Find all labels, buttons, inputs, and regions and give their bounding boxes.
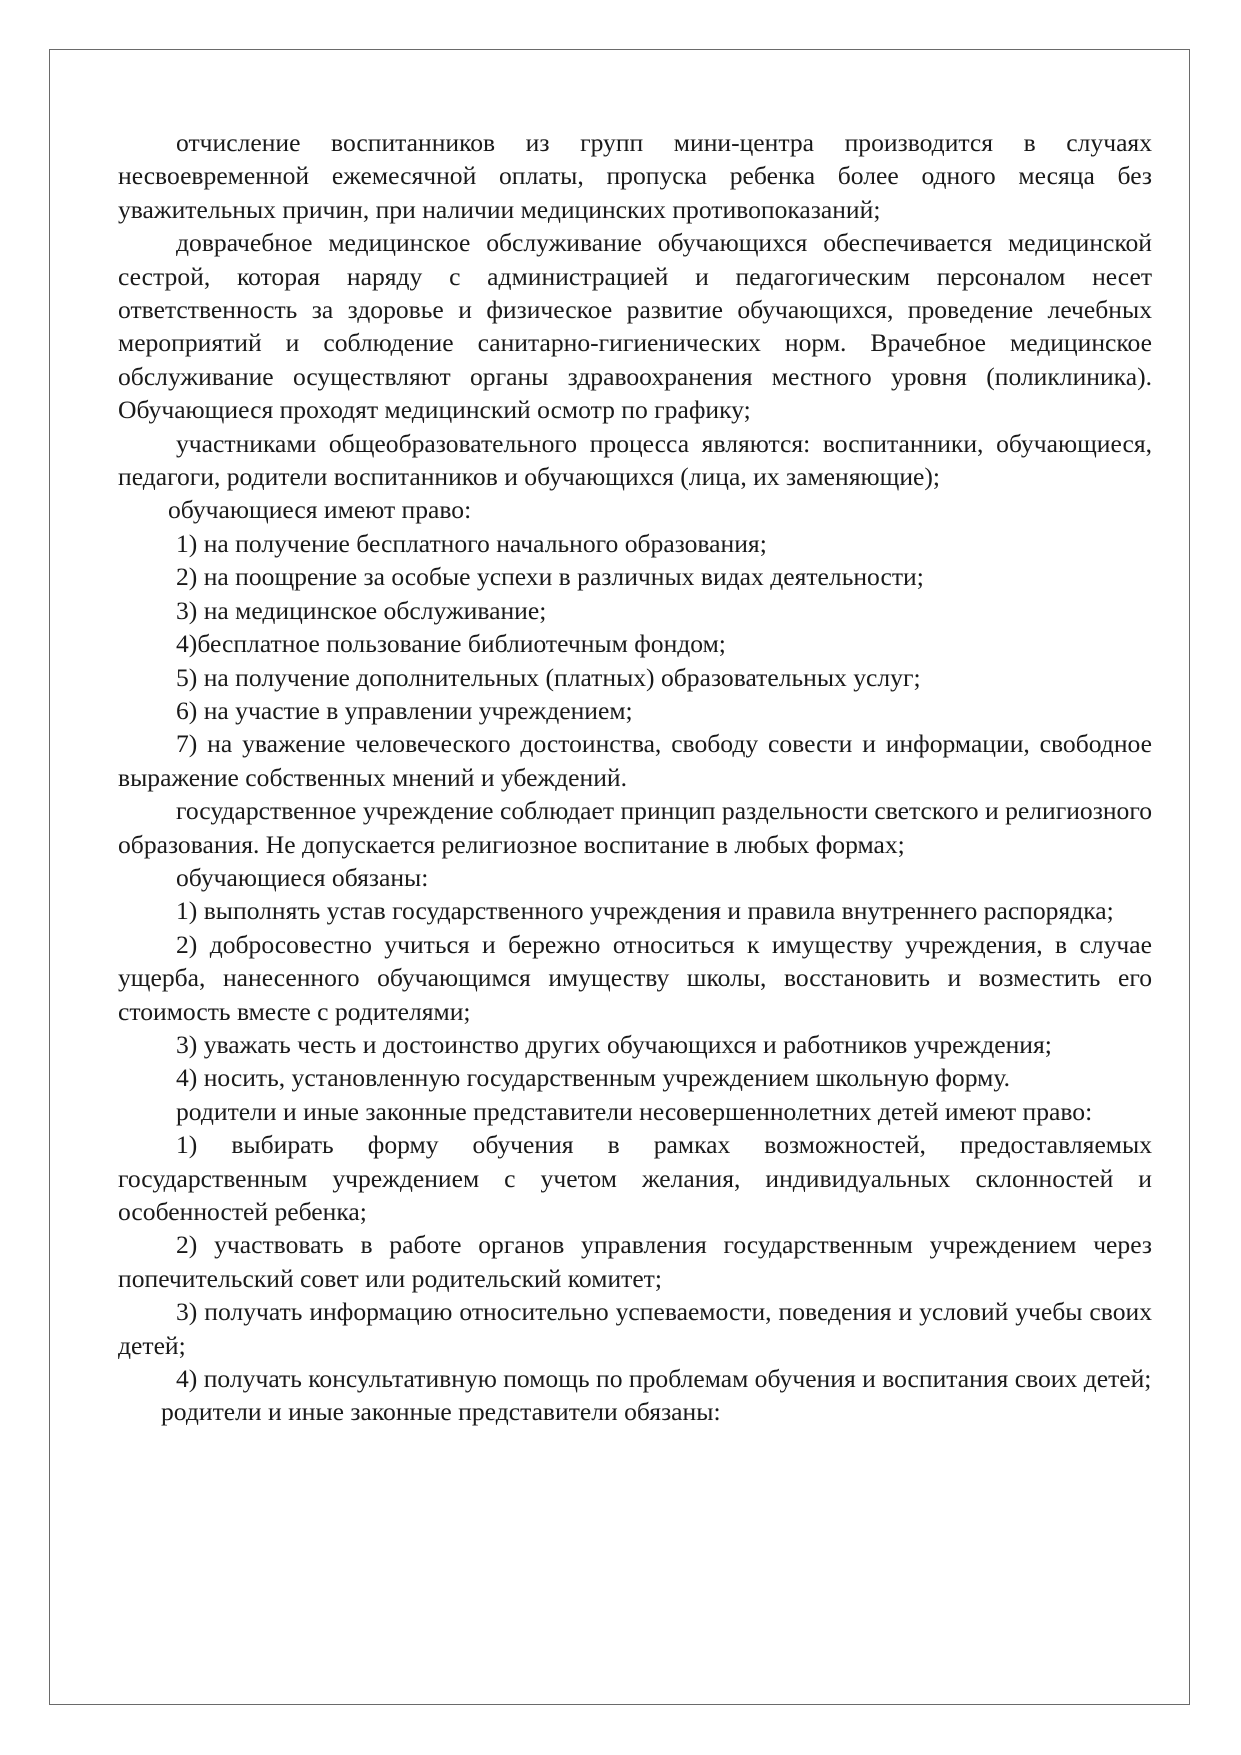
paragraph-students-duties-heading: обучающиеся обязаны: xyxy=(176,862,429,892)
list-item-parent-right-2: 2) участвовать в работе органов управления государственным учреждением через попечительский совет или родительский комитет; xyxy=(118,1230,1152,1293)
list-item-parent-right-3: 3) получать информацию относительно успеваемости, поведения и условий учебы своих детей; xyxy=(118,1297,1152,1360)
paragraph-secular-education: государственное учреждение соблюдает принцип раздельности светского и религиозного образования. Не допускается религиозное воспитание в любых формах; xyxy=(118,796,1152,859)
list-item-right-1: 1) на получение бесплатного начального образования; xyxy=(176,528,767,558)
list-item-duty-4: 4) носить, установленную государственным учреждением школьную форму. xyxy=(176,1063,1010,1093)
list-item-parent-right-1: 1) выбирать форму обучения в рамках возможностей, предоставляемых государственным учреждением с учетом желания, индивидуальных склонностей и особенностей ребенка; xyxy=(118,1130,1152,1226)
list-item-right-2: 2) на поощрение за особые успехи в различных видах деятельности; xyxy=(176,562,924,592)
paragraph-students-rights-heading: обучающиеся имеют право: xyxy=(168,495,472,525)
list-item-duty-1: 1) выполнять устав государственного учреждения и правила внутреннего распорядка; xyxy=(176,896,1114,926)
paragraph-parents-duties-heading: родители и иные законные представители обязаны: xyxy=(161,1397,721,1427)
list-item-duty-3: 3) уважать честь и достоинство других обучающихся и работников учреждения; xyxy=(176,1029,1052,1059)
paragraph-parents-rights-heading: родители и иные законные представители несовершеннолетних детей имеют право: xyxy=(176,1096,1093,1126)
list-item-duty-2: 2) добросовестно учиться и бережно относиться к имуществу учреждения, в случае ущерба, нанесенного обучающимся имуществу школы, восстановить и возместить его стоимость вместе с родителями; xyxy=(118,929,1152,1026)
list-item-right-7: 7) на уважение человеческого достоинства, свободу совести и информации, свободное выражение собственных мнений и убеждений. xyxy=(118,729,1152,792)
list-item-right-5: 5) на получение дополнительных (платных) образовательных услуг; xyxy=(176,662,921,692)
list-item-right-3: 3) на медицинское обслуживание; xyxy=(176,595,547,625)
list-item-right-6: 6) на участие в управлении учреждением; xyxy=(176,695,633,725)
document-body xyxy=(118,126,1152,1429)
paragraph-expulsion: отчисление воспитанников из групп мини-центра производится в случаях несвоевременной ежемесячной оплаты, пропуска ребенка более одного месяца без уважительных причин, при наличии медицинских противопоказаний; xyxy=(118,128,1152,224)
paragraph-participants: участниками общеобразовательного процесса являются: воспитанники, обучающиеся, педагоги, родители воспитанников и обучающихся (лица, их заменяющие); xyxy=(118,428,1152,492)
list-item-parent-right-4: 4) получать консультативную помощь по проблемам обучения и воспитания своих детей; xyxy=(176,1364,1152,1394)
list-item-right-4: 4)бесплатное пользование библиотечным фондом; xyxy=(176,629,726,659)
paragraph-medical-service: доврачебное медицинское обслуживание обучающихся обеспечивается медицинской сестрой, которая наряду с администрацией и педагогическим персоналом несет ответственность за здоровье и физическое развитие обучающихся, проведение лечебных мероприятий и соблюдение санитарно-гигиенических норм. Врачебное медицинское обслуживание осуществляют органы здравоохранения местного уровня (поликлиника). Обучающиеся проходят медицинский осмотр по графику; xyxy=(118,228,1152,425)
